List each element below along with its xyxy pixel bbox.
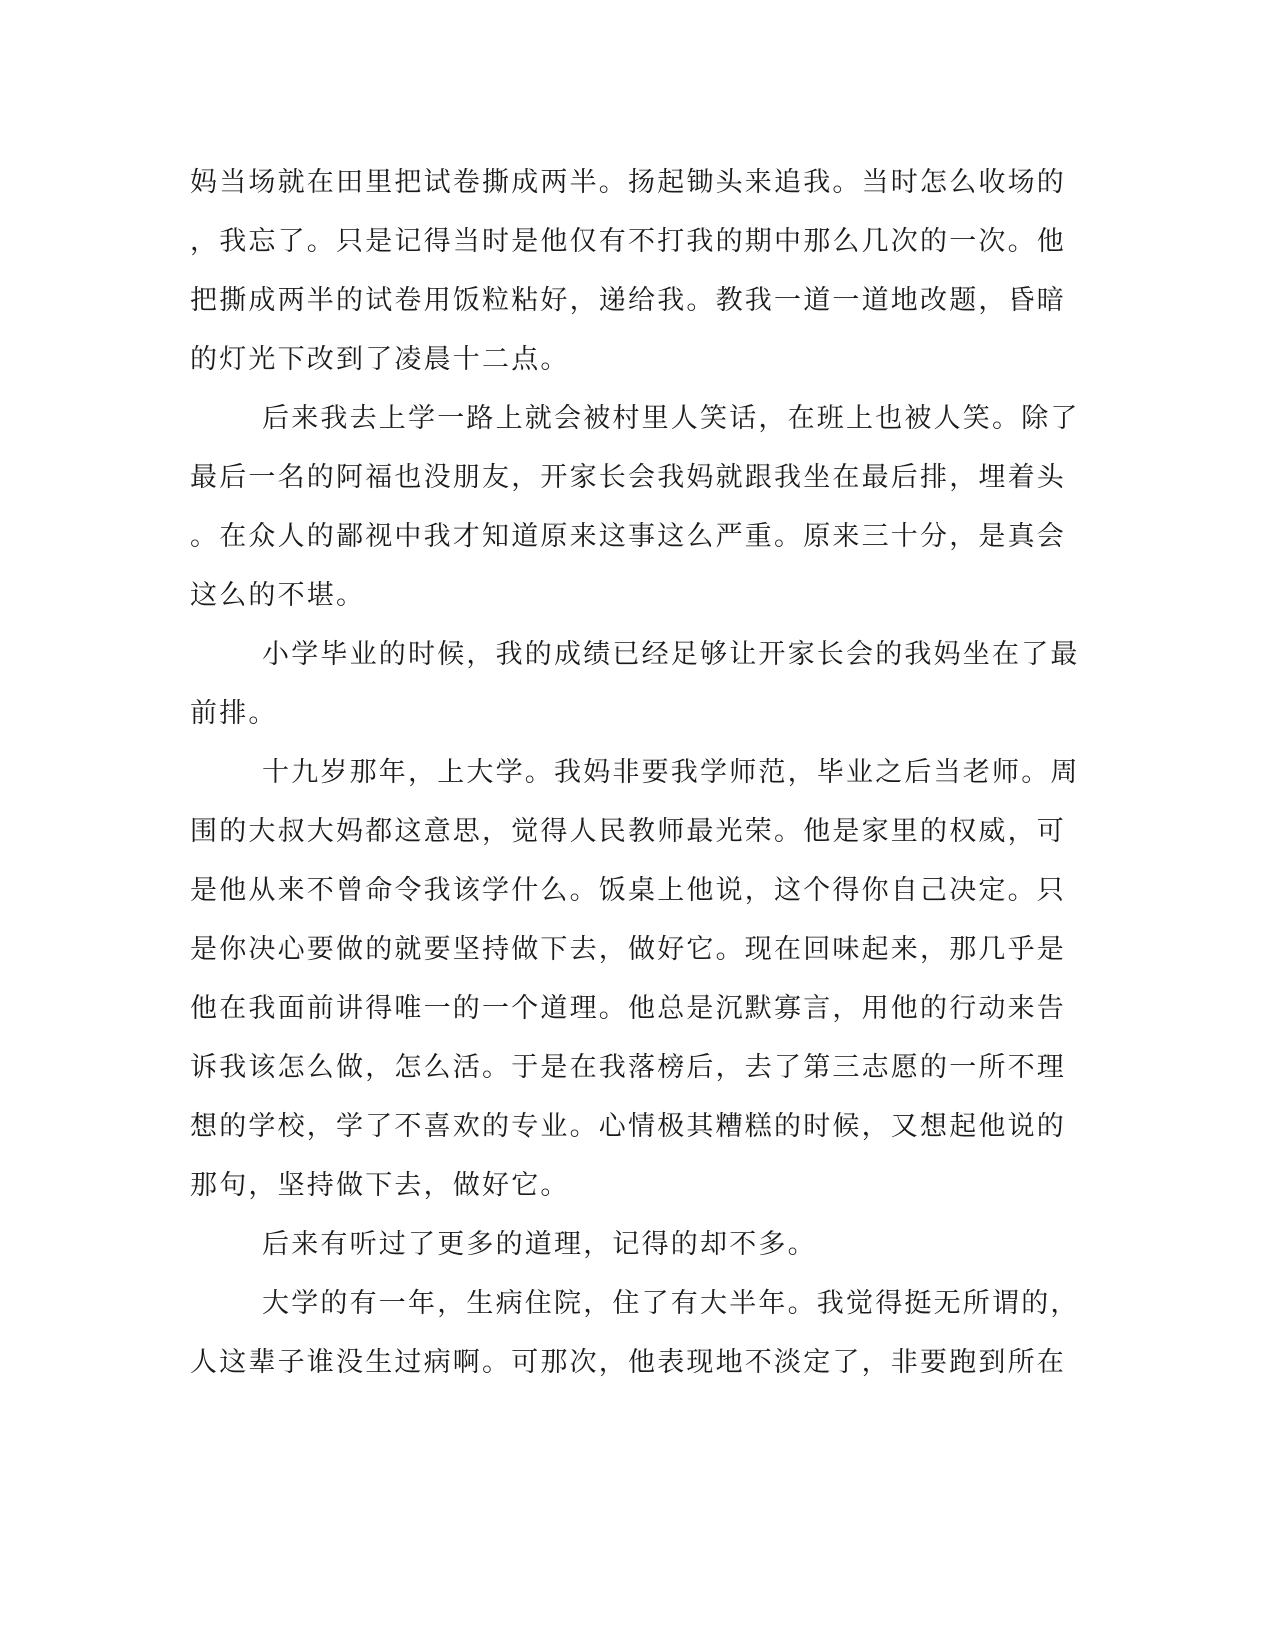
paragraph-first-line: 十九岁那年，上大学。我妈非要我学师范，毕业之后当老师。周 (262, 757, 1080, 788)
paragraph-first-line: 后来我去上学一路上就会被村里人笑话，在班上也被人笑。除了 (262, 403, 1080, 434)
paragraph-first-line: 大学的有一年，生病住院，住了有大半年。我觉得挺无所谓的， (262, 1288, 1080, 1319)
text-line: 这么的不堪。 (190, 580, 366, 611)
text-line: 。在众人的鄙视中我才知道原来这事这么严重。原来三十分，是真会 (190, 521, 1066, 552)
text-line: 把撕成两半的试卷用饭粒粘好，递给我。教我一道一道地改题，昏暗 (190, 285, 1066, 316)
text-line: 的灯光下改到了凌晨十二点。 (190, 344, 570, 375)
text-line: 妈当场就在田里把试卷撕成两半。扬起锄头来追我。当时怎么收场的 (190, 167, 1066, 198)
text-line: ，我忘了。只是记得当时是他仅有不打我的期中那么几次的一次。他 (190, 226, 1066, 257)
text-line: 人这辈子谁没生过病啊。可那次，他表现地不淡定了，非要跑到所在 (190, 1347, 1066, 1378)
paragraph-first-line: 小学毕业的时候，我的成绩已经足够让开家长会的我妈坐在了最 (262, 639, 1080, 670)
text-line: 前排。 (190, 698, 278, 729)
text-line: 最后一名的阿福也没朋友，开家长会我妈就跟我坐在最后排，埋着头 (190, 462, 1066, 493)
text-line: 他在我面前讲得唯一的一个道理。他总是沉默寡言，用他的行动来告 (190, 993, 1066, 1024)
text-line: 那句，坚持做下去，做好它。 (190, 1170, 570, 1201)
paragraph-first-line: 后来有听过了更多的道理，记得的却不多。 (262, 1229, 817, 1260)
text-line: 是你决心要做的就要坚持做下去，做好它。现在回味起来，那几乎是 (190, 934, 1066, 965)
text-line: 是他从来不曾命令我该学什么。饭桌上他说，这个得你自己决定。只 (190, 875, 1066, 906)
text-line: 诉我该怎么做，怎么活。于是在我落榜后，去了第三志愿的一所不理 (190, 1052, 1066, 1083)
text-line: 围的大叔大妈都这意思，觉得人民教师最光荣。他是家里的权威，可 (190, 816, 1066, 847)
text-line: 想的学校，学了不喜欢的专业。心情极其糟糕的时候，又想起他说的 (190, 1111, 1066, 1142)
